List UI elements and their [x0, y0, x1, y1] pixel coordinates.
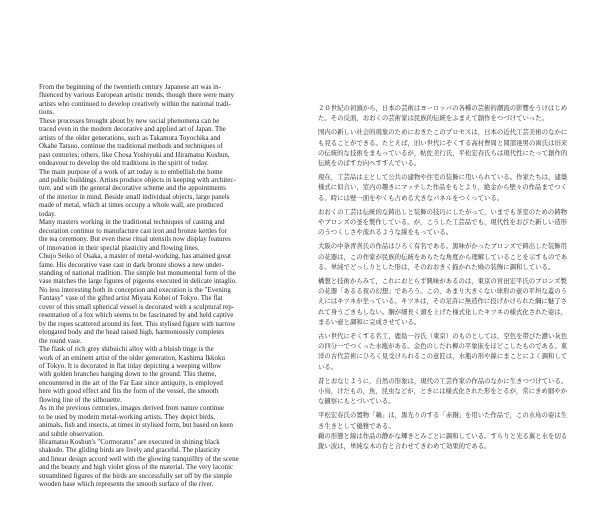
en-paragraph: Many masters working in the traditional techniques of casting and decoration continue to manufacture cast iron and bronze kettles for the tea ceremony. But even these ritual utensils now display features of innovation in their special plasticity and flowing lines.: [39, 219, 231, 252]
jp-paragraph: ２０世紀の初頭から，日本の芸術はヨーロッパの各種の芸術的潮流の影響をうけはじめた。その反面，おおくの芸術家は民族的伝統をふまえて創作をつづけていった。: [318, 104, 568, 123]
english-text-column: [39, 84, 307, 490]
jp-paragraph: 国内の新しい社会的現象のためにおきたこのプロセスは，日本の近代工芸美術のなかにも見ることができる。たとえば，旧い世代にぞくする高村豊周と岡部達男の両氏は旧来の伝統的な技術をまもっているが，帖佐美行氏，平松宏春氏らは現代性にたって創作的伝統をのばす方向へすすんでいる。: [318, 128, 568, 168]
jp-paragraph: 大阪の中条青喜氏の作品はひろく有名である。黒味がかったブロンズで鋳出した装飾用の花器は，この作家が民族的伝統をあらたな角度から理解していることを示すものである。単純でどっしりとした形は，そのおおきく描かれた鳩の装飾に調和している。: [318, 242, 568, 271]
jp-paragraph: 鵜の形態と線は作品の静かな輝きとみごとに調和している。すらりと光る翼と水を切る鋭い波は，単純な木の台と合わせてきわめて効果的である。: [318, 431, 568, 451]
en-paragraph: These processes brought about by new social phenomena can be traced even in the modern decorative and applied art of Japan. The artists of the older generations, such as Takamura Toyochika and Okabe Tatsuo, continue the traditional methods and techniques of past centuries; others, like Chosa Yoshiyuki and Hiramatsu Koshun, endeavour to develop the old traditions in the spirit of today.: [39, 117, 230, 168]
jp-paragraph: 昔とおなじように，自然の形象は，現代の工芸作家の作品のなかに生きつづけている。小鳥，けだもの，魚，昆虫などが，ときには様式化された形をとるが，常にきめ細やかな観察にもとづいている。: [318, 376, 568, 406]
en-paragraph: Hiramatsu Koshun's "Cormorants" are executed in shining black shakudo. The gliding birds are lively and graceful. The plasticity and linear design accord well with the glowing tranquillity of the scene and the beauty and high violet gloss of the material. The very laconic streamlined figures of the birds are successfully set off by the simple wooden base which represents the smooth surface of the river.: [39, 439, 239, 489]
jp-paragraph: 現在，工芸品は主として公共の建物や住宅の装飾に用いられている。作家たちは，建築様式に似合い，室内の趣きにマッチした作品をもとより，絶金から壁々の作品までつくる。時には壁一面をやくも占める大きなパネルをつくっている。: [318, 173, 568, 202]
en-paragraph: As in the previous centuries, images derived from nature continue to be used by modern metal-working artists. They depict birds, animals, fish and insects, at times in stylised form, but based on keen and subtle observation.: [39, 405, 233, 438]
en-paragraph: The flask of rich grey shibuichi alloy with a bluish tinge is the work of an eminent artist of the older generation, Kashima Ikkoku of Tokyo. It is decorated in flat inlay depicting a weeping willow with golden branches hanging down to the ground. This theme, encountered in the art of the Far East since antiquity, is employed here with good effect and fits the form of the vessel, the smooth flowing line of the silhouette.: [39, 346, 225, 404]
jp-paragraph: 平松宏春氏の置物「鵜」は，黒光りのする「赤銅」を用いた作品で，この水鳥の姿は生き生きとして優雅である。: [318, 411, 568, 430]
japanese-text-column: [318, 103, 568, 451]
en-paragraph: Chujo Seiko of Osaka, a master of metal-working, has attained great fame. His decorative vase cast in dark bronze shows a new under- standing of national tradition. The simple but monumental form of the vase matches the large figures of pigeons executed in delicate intaglio. No less interesting both in conception and execution is the "Evening Fantasy" vase of the gifted artist Miyata Kohei of Tokyo. The flat cover of this small spherical vessel is decorated with a sculptural rep- resentation of a fox which seems to be fascinated by and held captive by the ropes scattered around its feet. This stylised figure with narrow elongated body and the head raised high, harmoniously completes the round vase.: [39, 253, 238, 345]
en-paragraph: The main purpose of a work of art today is to embellish the home and public buildings. Artists produce objects in keeping with architec- ture, and with the general decorative scheme and the appointments of the interior in mind. Beside small individual objects, large panels made of metal, which at times occupy a whole wall, are produced today.: [39, 168, 236, 218]
jp-paragraph: 古い世代にぞくする名工，鹿島一谷氏（東京）のものとしては，空色を帯びた濃い灰色の四分一でつくった水瓶がある。金色のしだれ柳の平象嵌をほどこしたものである。東洋の古代芸術にひろく見受けられるこの意匠は，水瓶の形や線にまことによく調和している。: [318, 332, 568, 371]
jp-paragraph: 構想と技術からみて，これにおとらず興味があるのは，東京の宮田宏平氏のブロンズ製の花器「あるる夜の幻想」であろう。この，あまり大きくない球形の壺の平坦な蓋のうえにはキツネが坐っている。キツネは，その足許に無造作に投げかけられた綱に魅了されて身うごきもしない。胴が細長く頭を上げた様式化したキツネの様式化された姿は，まるい壺と調和に完成させている。: [318, 277, 568, 326]
jp-paragraph: おおくの工芸は伝統的な鋳出しと装飾の技巧にしたがって，いまでも茶室のための鋳物やブロンズの釜を製作している。が，こうした工芸品でも，現代性をおびた新しい造形のうつくしさや流れるような線をもっている。: [318, 207, 568, 237]
en-paragraph: From the beginning of the twentieth century Japanese art was in- fluenced by various European artistic trends, though there were many artists who continued to develop creatively within the national tradi- tions.: [39, 84, 235, 117]
